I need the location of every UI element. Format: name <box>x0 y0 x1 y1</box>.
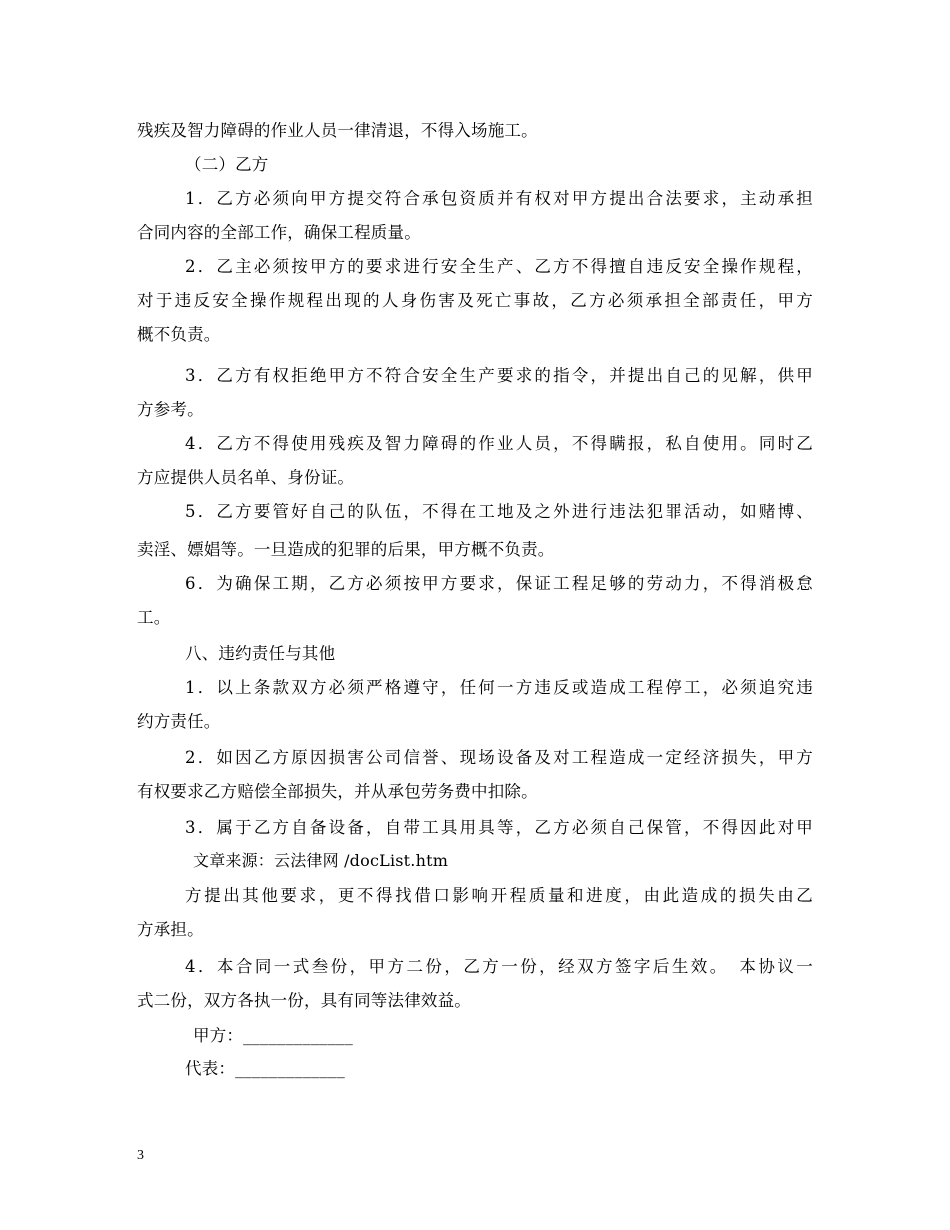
clause-line: 方应提供人员名单、身份证。 <box>137 468 355 487</box>
clause-line: 概不负责。 <box>137 325 221 344</box>
clause-line: 方参考。 <box>137 400 204 419</box>
representative-signature-line: 代表：_____________ <box>185 1059 345 1078</box>
clause-line: 3．属于乙方自备设备，自带工具用具等，乙方必须自己保管，不得因此对甲 <box>185 818 813 837</box>
clause-line: 1．乙方必须向甲方提交符合承包资质并有权对甲方提出合法要求，主动承担 <box>185 189 813 208</box>
section-heading-breach: 八、违约责任与其他 <box>185 644 336 663</box>
clause-line: 6．为确保工期，乙方必须按甲方要求，保证工程足够的劳动力，不得消极怠 <box>185 574 813 593</box>
clause-line: 2．乙主必须按甲方的要求进行安全生产、乙方不得擅自违反安全操作规程， <box>185 257 813 276</box>
clause-line: 式二份，双方各执一份，具有同等法律效益。 <box>137 991 471 1010</box>
clause-line: 有权要求乙方赔偿全部损失，并从承包劳务费中扣除。 <box>137 782 538 801</box>
clause-line: 2．如因乙方原因损害公司信誉、现场设备及对工程造成一定经济损失，甲方 <box>185 748 813 767</box>
clause-line: 卖淫、嫖娼等。一旦造成的犯罪的后果，甲方概不负责。 <box>137 540 555 559</box>
party-a-signature-line: 甲方：_____________ <box>193 1026 353 1045</box>
section-heading-party-b: （二）乙方 <box>185 155 269 174</box>
clause-line: 4．乙方不得使用残疾及智力障碍的作业人员，不得瞒报，私自使用。同时乙 <box>185 434 813 453</box>
clause-line: 合同内容的全部工作，确保工程质量。 <box>137 223 421 242</box>
clause-line: 约方责任。 <box>137 712 221 731</box>
clause-line: 方承担。 <box>137 920 204 939</box>
clause-line: 4．本合同一式叁份，甲方二份，乙方一份，经双方签字后生效。 本协议一 <box>185 957 813 976</box>
article-source-line: 文章来源：云法律网 /docList.htm <box>193 851 449 870</box>
clause-line: 方提出其他要求，更不得找借口影响开程质量和进度，由此造成的损失由乙 <box>185 886 813 905</box>
clause-line: 工。 <box>137 608 171 627</box>
clause-line: 对于违反安全操作规程出现的人身伤害及死亡事故，乙方必须承担全部责任，甲方 <box>137 291 813 310</box>
body-text-line: 残疾及智力障碍的作业人员一律清退，不得入场施工。 <box>137 121 538 140</box>
page-number: 3 <box>137 1148 144 1163</box>
clause-line: 5．乙方要管好自己的队伍，不得在工地及之外进行违法犯罪活动，如赌博、 <box>185 502 813 521</box>
clause-line: 3．乙方有权拒绝甲方不符合安全生产要求的指令，并提出自己的见解，供甲 <box>185 366 813 385</box>
clause-line: 1．以上条款双方必须严格遵守，任何一方违反或造成工程停工，必须追究违 <box>185 678 813 697</box>
